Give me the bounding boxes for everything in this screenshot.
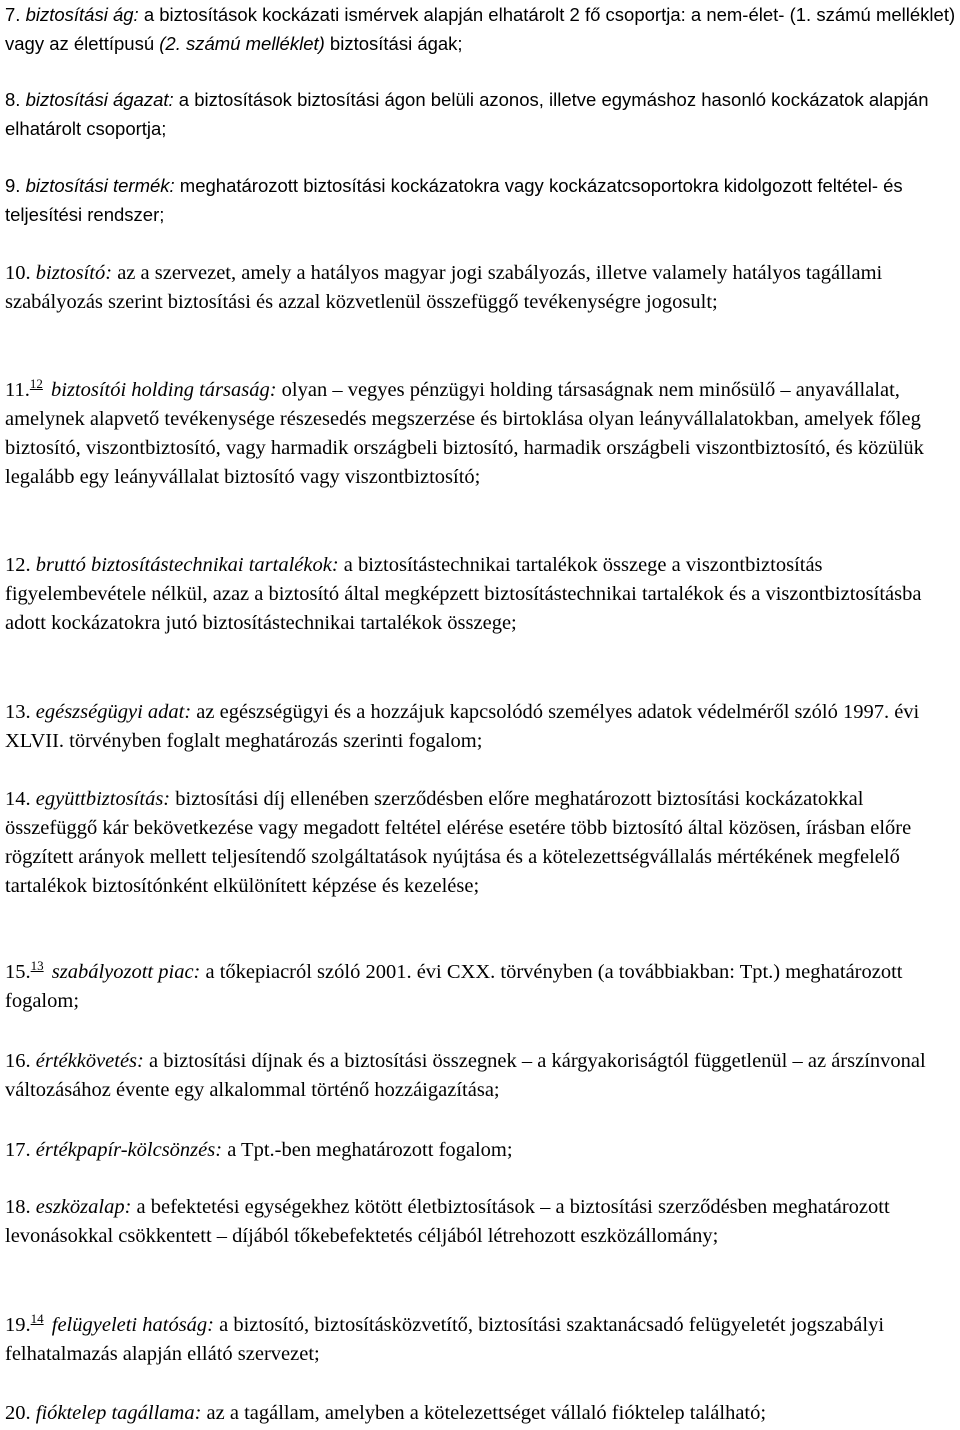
definition-item-14 bbox=[5, 785, 957, 901]
item-number: 14. bbox=[5, 788, 31, 810]
definition-item-20 bbox=[5, 1399, 957, 1428]
definition-text: az a szervezet, amely a hatályos magyar jogi szabályozás, illetve valamely hatályos tagállami szabályozás szerint biztosítási és azzal közvetlenül összefüggő tevékenységre jogosult; bbox=[5, 262, 883, 313]
definition-text: a biztosítások biztosítási ágon belüli azonos, illetve egymáshoz hasonló kockázatok alapján elhatárolt csoportja; bbox=[5, 89, 929, 139]
definition-text: a befektetési egységekhez kötött életbiztosítások – a biztosítási szerződésben meghatározott levonásokkal csökkentett – díjából tőkebefektetés céljából létrehozott eszközállomány; bbox=[5, 1196, 890, 1247]
item-number: 13. bbox=[5, 701, 31, 723]
item-number: 20. bbox=[5, 1402, 31, 1424]
definition-text: az egészségügyi és a hozzájuk kapcsolódó személyes adatok védelméről szóló 1997. évi XLVII. törvényben foglalt meghatározás szerinti fogalom; bbox=[5, 701, 920, 752]
definition-text: a tőkepiacról szóló 2001. évi CXX. törvényben (a továbbiakban: Tpt.) meghatározott fogalom; bbox=[5, 961, 903, 1012]
defined-term: egészségügyi adat: bbox=[35, 701, 192, 723]
item-number: 15. bbox=[5, 961, 31, 983]
defined-term: biztosítási termék: bbox=[25, 175, 175, 196]
definition-text: a biztosító, biztosításközvetítő, biztosítási szaktanácsadó felügyeletét jogszabályi felhatalmazás alapján ellátó szervezet; bbox=[5, 1314, 885, 1365]
definition-text: a biztosítástechnikai tartalékok összege a viszontbiztosítás figyelembevétele nélkül, azaz a biztosító által megképzett biztosítástechnikai tartalékok és a viszontbiztosításba adott kockázatokra jutó biztosítástechnikai tartalékok összege; bbox=[5, 554, 922, 634]
definition-text: a biztosítások kockázati ismérvek alapján elhatárolt 2 fő csoportja: a nem-élet- (1. számú melléklet) vagy az élettípusú bbox=[5, 4, 956, 54]
definition-item-15 bbox=[5, 958, 957, 1016]
item-number: 17. bbox=[5, 1139, 31, 1161]
defined-term: bruttó biztosítástechnikai tartalékok: bbox=[35, 554, 339, 576]
definition-item-10 bbox=[5, 259, 957, 317]
annex-reference: (2. számú melléklet) bbox=[159, 33, 325, 54]
defined-term: felügyeleti hatóság: bbox=[51, 1314, 214, 1336]
definition-text: az a tagállam, amelyben a kötelezettséget vállaló fióktelep található; bbox=[201, 1402, 767, 1424]
definition-item-7 bbox=[5, 0, 957, 58]
definition-item-16 bbox=[5, 1047, 957, 1105]
definition-text: biztosítási díj ellenében szerződésben előre meghatározott biztosítási kockázatokkal összefüggő kár bekövetkezése vagy megadott feltétel elérése esetére több biztosító által közösen, írásban előre rögzített arányok mellett teljesítendő szolgáltatások nyújtása és a kötelezettségvállalás mértékének megfelelő tartalékok biztosítónként elkülönített képzése és kezelése; bbox=[5, 788, 912, 897]
definition-item-19 bbox=[5, 1311, 957, 1369]
defined-term: szabályozott piac: bbox=[51, 961, 201, 983]
defined-term: értékkövetés: bbox=[35, 1050, 144, 1072]
footnote-link-12[interactable]: 12 bbox=[29, 376, 43, 391]
defined-term: biztosítási ág: bbox=[25, 4, 139, 25]
item-number: 9. bbox=[5, 175, 21, 196]
definition-item-18 bbox=[5, 1193, 957, 1251]
footnote-link-14[interactable]: 14 bbox=[30, 1311, 44, 1326]
definition-item-11 bbox=[5, 376, 957, 492]
defined-term: együttbiztosítás: bbox=[35, 788, 171, 810]
definition-item-8 bbox=[5, 85, 957, 143]
item-number: 8. bbox=[5, 89, 21, 110]
definition-text: olyan – vegyes pénzügyi holding társaságnak nem minősülő – anyavállalat, amelynek alapvető tevékenysége részesedés megszerzése és birtoklása olyan leányvállalatokban, amelyek főleg biztosító, viszontbiztosító, vagy harmadik országbeli biztosító, harmadik országbeli viszontbiztosító, és közülük legalább egy leányvállalat biztosító vagy viszontbiztosító; bbox=[5, 379, 924, 488]
defined-term: értékpapír-kölcsönzés: bbox=[35, 1139, 223, 1161]
item-number: 7. bbox=[5, 4, 21, 25]
definition-item-12 bbox=[5, 551, 957, 638]
item-number: 11. bbox=[5, 379, 30, 401]
defined-term: biztosítói holding társaság: bbox=[51, 379, 277, 401]
definition-text: a Tpt.-ben meghatározott fogalom; bbox=[222, 1139, 513, 1161]
defined-term: eszközalap: bbox=[35, 1196, 132, 1218]
definition-text: a biztosítási díjnak és a biztosítási összegnek – a kárgyakoriságtól függetlenül – az árszínvonal változásához évente egy alkalommal történő hozzáigazítása; bbox=[5, 1050, 926, 1101]
definition-item-13 bbox=[5, 698, 957, 756]
definition-item-17 bbox=[5, 1136, 957, 1165]
item-number: 18. bbox=[5, 1196, 31, 1218]
definition-text: meghatározott biztosítási kockázatokra vagy kockázatcsoportokra kidolgozott feltétel- és teljesítési rendszer; bbox=[5, 175, 903, 225]
defined-term: biztosítási ágazat: bbox=[25, 89, 174, 110]
item-number: 19. bbox=[5, 1314, 31, 1336]
defined-term: biztosító: bbox=[35, 262, 113, 284]
footnote-link-13[interactable]: 13 bbox=[30, 958, 44, 973]
definition-text: biztosítási ágak; bbox=[324, 33, 463, 54]
definition-item-9 bbox=[5, 171, 957, 229]
item-number: 12. bbox=[5, 554, 31, 576]
item-number: 16. bbox=[5, 1050, 31, 1072]
defined-term: fióktelep tagállama: bbox=[35, 1402, 202, 1424]
item-number: 10. bbox=[5, 262, 31, 284]
